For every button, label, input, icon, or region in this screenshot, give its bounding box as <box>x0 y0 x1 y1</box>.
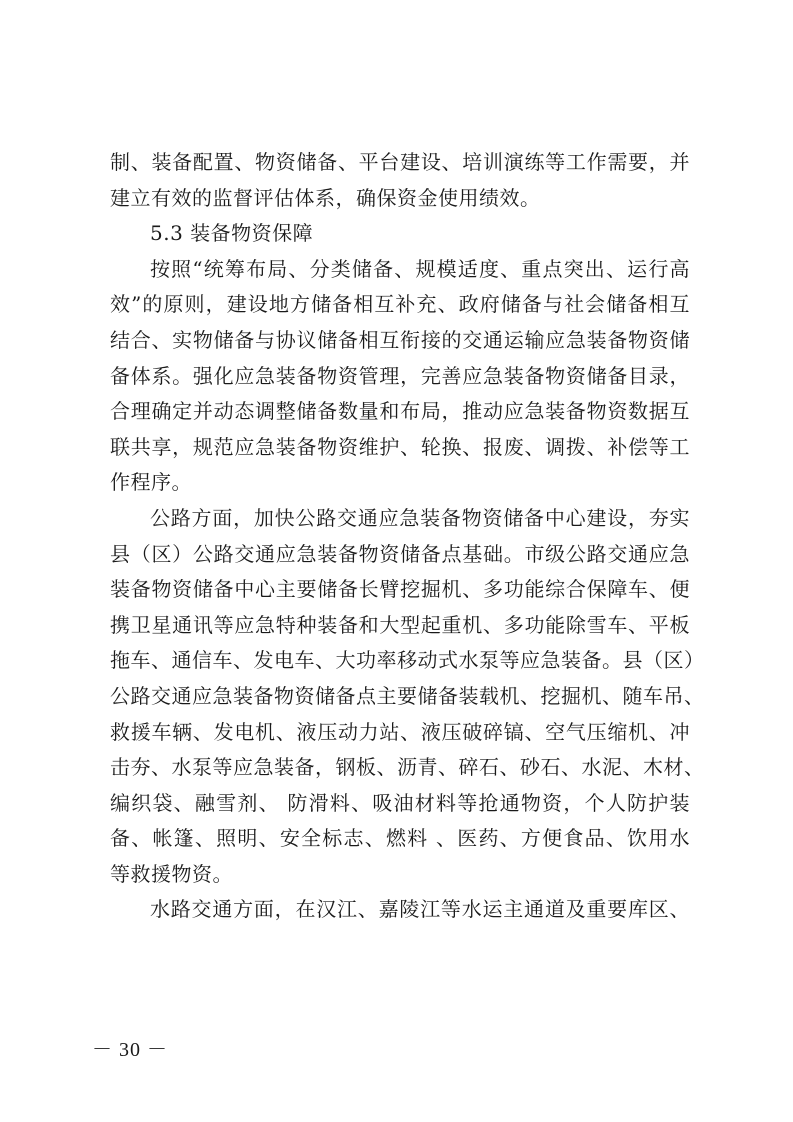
text-line: 合理确定并动态调整储备数量和布局，推动应急装备物资数据互 <box>110 399 690 424</box>
text-line: 公路方面，加快公路交通应急装备物资储备中心建设，夯实 <box>150 505 690 530</box>
text-line: 装备物资储备中心主要储备长臂挖掘机、多功能综合保障车、便 <box>110 577 690 602</box>
text-line: 结合、实物储备与协议储备相互衔接的交通运输应急装备物资储 <box>110 327 690 352</box>
body-text <box>110 145 705 928</box>
text-line: 制、装备配置、物资储备、平台建设、培训演练等工作需要，并 <box>110 150 690 174</box>
text-line: 等救援物资。 <box>110 861 233 886</box>
text-line: 击夯、水泵等应急装备，钢板、沥青、碎石、砂石、水泥、木材、 <box>110 755 705 780</box>
section-heading: 5.3 装备物资保障 <box>150 221 314 246</box>
text-line: 备、帐篷、照明、安全标志、燃料 、医药、方便食品、饮用水 <box>110 826 690 851</box>
text-line: 建立有效的监督评估体系，确保资金使用绩效。 <box>110 185 541 210</box>
page-number: － 30 － <box>92 1039 168 1061</box>
text-line: 县（区）公路交通应急装备物资储备点基础。市级公路交通应急 <box>110 541 690 566</box>
text-line: 公路交通应急装备物资储备点主要储备装载机、挖掘机、随车吊、 <box>110 683 705 708</box>
text-line: 作程序。 <box>110 470 192 495</box>
text-line: 效”的原则，建设地方储备相互补充、政府储备与社会储备相互 <box>110 292 690 317</box>
text-line: 水路交通方面，在汉江、嘉陵江等水运主通道及重要库区、 <box>150 897 690 922</box>
text-line: 备体系。强化应急装备物资管理，完善应急装备物资储备目录， <box>110 363 690 388</box>
text-line: 救援车辆、发电机、液压动力站、液压破碎镐、空气压缩机、冲 <box>110 719 690 744</box>
text-line: 按照“统筹布局、分类储备、规模适度、重点突出、运行高 <box>150 256 690 281</box>
text-line: 联共享，规范应急装备物资维护、轮换、报废、调拨、补偿等工 <box>110 434 690 459</box>
text-line: 携卫星通讯等应急特种装备和大型起重机、多功能除雪车、平板 <box>110 612 690 637</box>
text-line: 拖车、通信车、发电车、大功率移动式水泵等应急装备。县（区） <box>110 648 705 673</box>
text-line: 编织袋、融雪剂、 防滑料、吸油材料等抢通物资，个人防护装 <box>110 790 690 815</box>
